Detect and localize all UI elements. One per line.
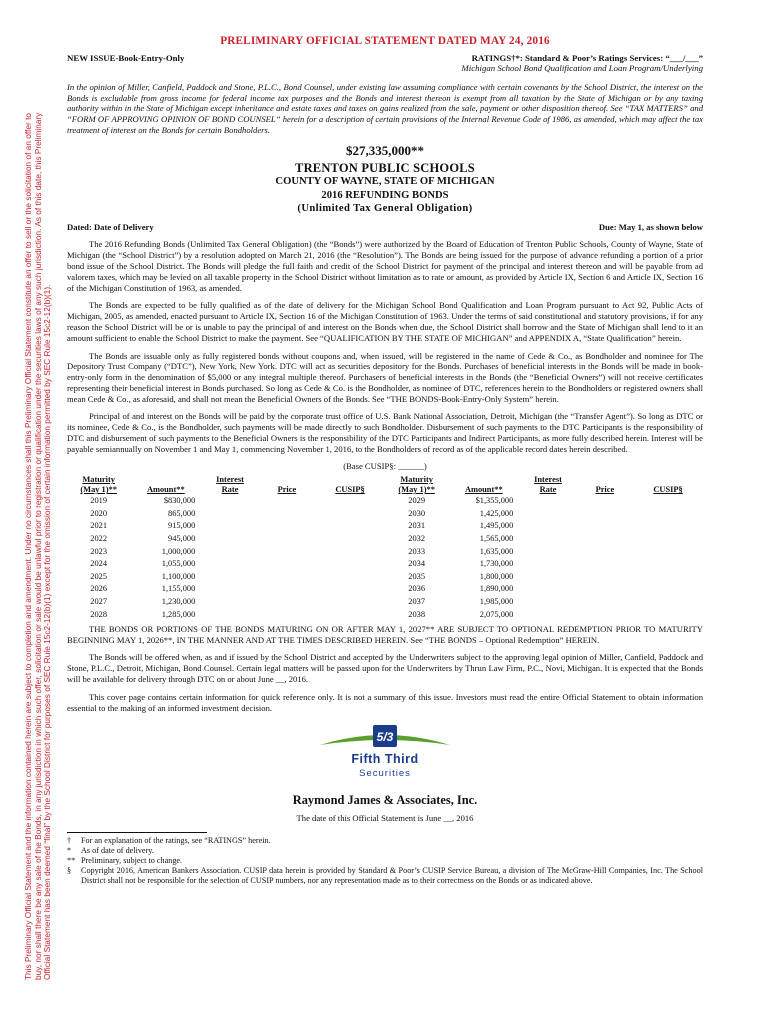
maturity-row [67,495,385,508]
fifth-third-logo-mark [310,723,460,783]
price-cell [259,571,315,584]
cusip-cell [633,508,703,521]
maturity-row [67,571,385,584]
cusip-cell [633,546,703,559]
col-header-cusip: CUSIP§ [335,485,365,495]
col-header-amount: Amount** [146,485,185,495]
maturity-row [385,520,703,533]
interest-rate-cell [519,571,576,584]
interest-rate-cell [519,520,576,533]
col-header-rate: Interest Rate [534,475,562,495]
maturity-row [67,508,385,521]
cusip-cell [633,596,703,609]
price-cell [259,596,315,609]
ratings-block [461,53,703,74]
price-cell [577,571,633,584]
maturity-amount: 1,635,000 [479,546,514,556]
maturity-year: 2019 [90,496,108,506]
price-cell [577,596,633,609]
col-header-maturity: Maturity (May 1)** [398,475,435,495]
maturity-amount: 1,800,000 [479,571,514,581]
due-date: Due: May 1, as shown below [598,221,703,232]
interest-rate-cell [519,583,576,596]
cusip-cell [633,571,703,584]
maturity-amount: 1,000,000 [161,546,196,556]
maturity-year: 2023 [90,546,108,556]
cover-page [67,36,703,886]
maturity-year: 2034 [408,559,426,569]
footnote: ** Preliminary, subject to change. [67,855,183,865]
maturity-row [385,583,703,596]
tax-opinion: In the opinion of Miller, Canfield, Paddock and Stone, P.L.C., Bond Counsel, under existing law assuming compliance with certain covenants by the School District, the interest on the Bonds is excludable from gross income for federal income tax purposes and the Bonds and interest thereon is exempt from all taxation by the State of Michigan or by any taxing authority within in the State of Michigan except inheritance and estate taxes and taxes on gains realized from the sale, payment or other disposition thereof. See “TAX MATTERS” and “FORM OF APPROVING OPINION OF BOND COUNSEL” herein for a description of certain provisions of the Internal Revenue Code of 1986, as amended, which may affect the tax treatment of interest on the Bonds for certain Bondholders. [67,81,703,135]
qualification-paragraph: The Bonds are expected to be fully qualified as of the date of delivery for the Michigan School Bond Qualification and Loan Program pursuant to Act 92, Public Acts of Michigan, 2005, as amended, enacted pursuant to Article IX, Section 16 of the Michigan Constitution of 1963. Under the terms of said constitutional and statutory provisions, if for any reason the School District will be or is unable to pay the principal of and interest on the Bonds when due, the School District shall borrow and the State of Michigan shall lend to it an amount sufficient to enable the School District to make the payment. See “QUALIFICATION BY THE STATE OF MICHIGAN” and APPENDIX A, “State Qualification” herein. [67,300,703,343]
price-cell [577,520,633,533]
interest-rate-cell [519,508,576,521]
maturity-year: 2037 [408,597,426,607]
ratings-line: RATINGS†*: Standard & Poor’s Ratings Services: “___/___” [471,52,703,63]
interest-rate-cell [519,495,576,508]
price-cell [577,609,633,622]
maturity-table-right [385,475,703,621]
cover-note: This cover page contains certain information for quick reference only. It is not a summary of this issue. Investors must read the entire Official Statement to obtain information essential to the making of an informed investment decision. [67,691,703,713]
offering-paragraph: The Bonds will be offered when, as and if issued by the School District and accepted by the Underwriters subject to the approving legal opinion of Miller, Canfield, Paddock and Stone, P.L.C., Detroit, Michigan, Bond Counsel. Certain legal matters will be passed upon for the Underwriters by Thrun Law Firm, P.C., Novi, Michigan. It is expected that the Bonds will be available for delivery through DTC on or about June __, 2016. [67,652,703,684]
maturity-row [385,495,703,508]
footnote: § Copyright 2016, American Bankers Association. CUSIP data herein is provided by Standard & Poor’s CUSIP Service Bureau, a division of The McGraw-Hill Companies, Inc. The School District shall not be responsible for the selection of CUSIP numbers, nor any representation made as to their correctness on the Bonds or as indicated above. [67,865,703,885]
cusip-cell [315,508,385,521]
col-header-price: Price [595,485,615,495]
col-header-rate: Interest Rate [216,475,244,495]
cusip-cell [315,571,385,584]
price-cell [259,520,315,533]
red-herring-text [24,20,52,980]
authorization-paragraph: The 2016 Refunding Bonds (Unlimited Tax General Obligation) (the “Bonds”) were authorized by the Board of Education of Trenton Public Schools, County of Wayne, State of Michigan (the “School District”) by a resolution adopted on March 21, 2016 (the “Resolution”). The Bonds are being issued for the purpose of advance refunding a portion of a prior bond issue of the School District. The Bonds will pledge the full faith and credit of the School District for payment of the principal and interest thereon and will be payable from ad valorem taxes, which may be levied on all taxable property in the School District without limitation as to rate or amount, as provided by Article IX, Section 6 and Article IX, Section 16 of the Michigan Constitution of 1963, as amended. [67,239,703,293]
maturity-schedule [67,475,703,621]
interest-rate-cell [519,533,576,546]
maturity-year: 2027 [90,597,108,607]
price-cell [259,546,315,559]
interest-rate-cell [201,583,258,596]
footnote: * As of date of delivery. [67,845,154,855]
interest-rate-cell [201,508,258,521]
maturity-row [67,596,385,609]
par-amount: $27,335,000** [346,142,424,158]
underwriter-name: Raymond James & Associates, Inc. [292,793,478,808]
price-cell [259,508,315,521]
maturity-row [385,571,703,584]
col-header-maturity: Maturity (May 1)** [80,475,117,495]
official-statement-date: The date of this Official Statement is June __, 2016 [296,812,474,823]
interest-rate-cell [519,546,576,559]
maturity-amount: 1,100,000 [161,571,196,581]
interest-rate-cell [201,546,258,559]
maturity-year: 2029 [408,496,426,506]
col-header-cusip: CUSIP§ [653,485,683,495]
price-cell [259,583,315,596]
price-cell [577,508,633,521]
cusip-cell [315,558,385,571]
cusip-cell [315,596,385,609]
maturity-year: 2020 [90,508,108,518]
maturity-year: 2024 [90,559,108,569]
ratings-sub: Michigan School Bond Qualification and Loan Program/Underlying [461,63,703,74]
price-cell [577,583,633,596]
dated-due-row [67,222,703,233]
price-cell [577,495,633,508]
maturity-row [67,520,385,533]
maturity-row [67,583,385,596]
interest-rate-cell [201,495,258,508]
cusip-cell [315,520,385,533]
maturity-amount: 1,730,000 [479,559,514,569]
maturity-year: 2030 [408,508,426,518]
maturity-amount: 1,565,000 [479,534,514,544]
red-herring-legend [0,0,52,1024]
maturity-amount: $1,355,000 [475,496,514,506]
maturity-year: 2025 [90,571,108,581]
col-header-price: Price [277,485,297,495]
maturity-amount: 2,075,000 [479,609,514,619]
maturity-amount: 1,285,000 [161,609,196,619]
maturity-row [385,546,703,559]
price-cell [259,558,315,571]
maturity-year: 2028 [90,609,108,619]
cusip-cell [633,583,703,596]
maturity-row [67,609,385,622]
maturity-year: 2022 [90,534,108,544]
interest-rate-cell [201,609,258,622]
maturity-amount: 1,985,000 [479,597,514,607]
maturity-row [385,609,703,622]
maturity-amount: $830,000 [163,496,196,506]
logo-wordmark: Fifth Third [351,752,419,767]
logo-subtitle: Securities [359,768,411,780]
legend-line: buy, nor shall there be any sale of the Bonds, in any jurisdiction in which such offer, solicitation or sale would be unlawful prior to registration or qualification under the securities laws of any such jurisdiction. As of this date, this Preliminary [33,112,43,980]
interest-rate-cell [201,571,258,584]
maturity-amount: 865,000 [168,508,196,518]
price-cell [577,558,633,571]
maturity-row [67,546,385,559]
payment-paragraph: Principal of and interest on the Bonds will be paid by the corporate trust office of U.S. Bank National Association, Detroit, Michigan (the “Transfer Agent”). So long as DTC or its nominee, Cede & Co., is the Bondholder, such payments will be made directly to such Bondholder. Disbursement of such payments to the DTC Participants is the responsibility of DTC and disbursement of such payments to the Beneficial Owners is the responsibility of the DTC Participants and Indirect Participants, as more fully described herein. Interest will be payable semiannually on November 1 and May 1, commencing November 1, 2016, to the Bondholders of record as of the applicable record dates herein described. [67,411,703,454]
maturity-year: 2032 [408,534,426,544]
footnotes [67,836,703,886]
price-cell [577,546,633,559]
interest-rate-cell [201,596,258,609]
maturity-row [67,533,385,546]
svg-text:5/3: 5/3 [376,730,394,745]
maturity-row [385,508,703,521]
maturity-row [385,596,703,609]
interest-rate-cell [519,596,576,609]
maturity-row [385,558,703,571]
interest-rate-cell [519,609,576,622]
optional-redemption: THE BONDS OR PORTIONS OF THE BONDS MATURING ON OR AFTER MAY 1, 2027** ARE SUBJECT TO OPTIONAL REDEMPTION PRIOR TO MATURITY BEGINNING MAY 1, 2026**, IN THE MANNER AND AT THE TIMES DESCRIBED HEREIN. See “THE BONDS – Optional Redemption” HEREIN. [67,624,703,645]
footnote-divider [67,832,207,833]
cusip-cell [633,533,703,546]
preliminary-header: PRELIMINARY OFFICIAL STATEMENT DATED MAY 24, 2016 [220,35,550,47]
cusip-cell [633,609,703,622]
base-cusip: (Base CUSIP§: ______) [343,460,427,471]
maturity-amount: 1,155,000 [161,584,196,594]
cusip-cell [315,583,385,596]
price-cell [259,609,315,622]
maturity-table-left [67,475,385,621]
interest-rate-cell [519,558,576,571]
maturity-year: 2038 [408,609,426,619]
interest-rate-cell [201,520,258,533]
legend-line: This Preliminary Official Statement and the information contained herein are subject to completion and amendment. Under no circumstances shall this Preliminary Official Statement constitute an offer to sell or the solicitation of an offer to [24,112,33,980]
maturity-amount: 915,000 [168,521,196,531]
fifth-third-logo [67,723,703,783]
interest-rate-cell [201,558,258,571]
maturity-amount: 1,230,000 [161,597,196,607]
footnote: † For an explanation of the ratings, see “RATINGS” herein. [67,835,271,845]
cusip-cell [633,495,703,508]
issuer-name: TRENTON PUBLIC SCHOOLS [295,161,475,176]
maturity-row [67,558,385,571]
maturity-amount: 1,890,000 [479,584,514,594]
price-cell [259,495,315,508]
cusip-cell [633,520,703,533]
maturity-year: 2026 [90,584,108,594]
price-cell [577,533,633,546]
price-cell [259,533,315,546]
legend-line: Official Statement has been deemed “final” by the School District for purposes of SEC Rule 15c2-12(b)(1) except for the omission of certain information permitted by SEC Rule 15c2-12(b)(1). [43,284,52,980]
maturity-amount: 945,000 [168,534,196,544]
maturity-year: 2031 [408,521,426,531]
maturity-amount: 1,495,000 [479,521,514,531]
cusip-cell [315,609,385,622]
col-header-amount: Amount** [464,485,503,495]
cusip-cell [315,495,385,508]
issue-ratings-row [67,53,703,74]
maturity-year: 2035 [408,571,426,581]
cusip-cell [315,533,385,546]
cusip-cell [315,546,385,559]
issue-type: NEW ISSUE-Book-Entry-Only [67,52,185,63]
dated-date: Dated: Date of Delivery [67,221,154,232]
interest-rate-cell [201,533,258,546]
maturity-year: 2033 [408,546,426,556]
maturity-row [385,533,703,546]
cusip-cell [633,558,703,571]
maturity-year: 2036 [408,584,426,594]
book-entry-paragraph: The Bonds are issuable only as fully registered bonds without coupons and, when issued, will be registered in the name of Cede & Co., as Bondholder and nominee for The Depository Trust Company (“DTC”), New York, New York. DTC will act as securities depository for the Bonds. Purchases of beneficial interests in the Bonds will be made in book-entry-only form in the denomination of $5,000 or any integral multiple thereof. Purchasers of beneficial interests in the Bonds (the “Beneficial Owners”) will not receive certificates representing their beneficial interest in Bonds purchased. So long as Cede & Co. is the Bondholder, as nominee of DTC, references herein to the Bondholders or registered owners shall mean Cede & Co., as aforesaid, and shall not mean the Beneficial Owners of the Bonds. See “THE BONDS-Book-Entry-Only System” herein. [67,350,703,404]
bond-type: (Unlimited Tax General Obligation) [297,203,473,215]
county-state: COUNTY OF WAYNE, STATE OF MICHIGAN [275,175,495,187]
maturity-amount: 1,055,000 [161,559,196,569]
maturity-amount: 1,425,000 [479,508,514,518]
bond-series: 2016 REFUNDING BONDS [321,189,449,201]
maturity-year: 2021 [90,521,108,531]
